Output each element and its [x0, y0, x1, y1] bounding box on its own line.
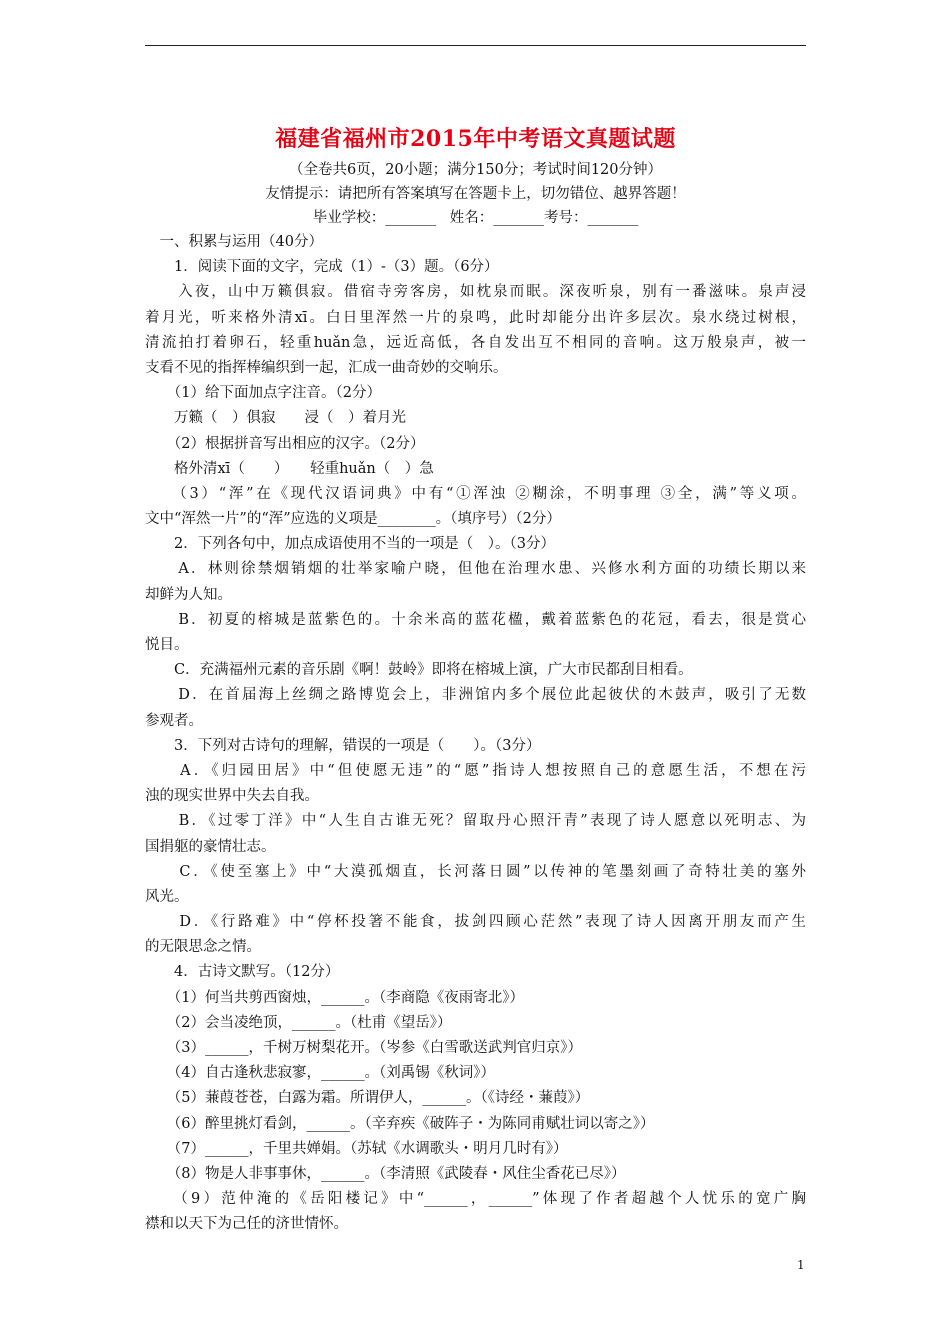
text-line: 格外清xī（ ） 轻重huǎn（ ）急	[145, 460, 434, 477]
text-line: （6）醉里挑灯看剑，______。（辛弃疾《破阵子・为陈同甫赋壮词以寄之》）	[145, 1115, 655, 1132]
text-line: 着月光，听来格外清xī。白日里浑然一片的泉鸣，此时却能分出许多层次。泉水绕过树根，	[145, 309, 806, 326]
text-line: C．充满福州元素的音乐剧《啊！鼓岭》即将在榕城上演，广大市民都刮目相看。	[145, 662, 693, 679]
text-line: （1）何当共剪西窗烛，______。（李商隐《夜雨寄北》）	[145, 989, 524, 1006]
exam-body	[145, 230, 806, 1238]
document-title: 福建省福州市2015年中考语文真题试题	[275, 126, 676, 152]
header-rule	[145, 45, 806, 46]
text-line: （7）______，千里共婵娟。（苏轼《水调歌头・明月几时有》）	[145, 1140, 568, 1157]
text-line: A．《归园田居》中“但使愿无违”的“愿”指诗人想按照自己的意愿生活，不想在污	[145, 762, 806, 779]
text-line: 清流拍打着卵石，轻重huǎn急，远近高低，各自发出互不相同的音响。这万般泉声，被一	[145, 334, 806, 351]
text-line: （3）“浑”在《现代汉语词典》中有“①浑浊 ②糊涂，不明事理 ③全，满”等义项。	[145, 485, 806, 502]
text-line: 一、积累与运用（40分）	[145, 234, 323, 250]
text-line: 风光。	[145, 888, 189, 905]
page-number: 1	[797, 1258, 805, 1272]
student-info-fields: 毕业学校：_______ 姓名：_______考号：_______	[312, 210, 639, 226]
text-line: 1．阅读下面的文字，完成（1）-（3）题。（6分）	[145, 259, 499, 276]
text-line: （5）蒹葭苍苍，白露为霜。所谓伊人，______。（《诗经・蒹葭》）	[145, 1090, 590, 1107]
text-line: 支看不见的指挥棒编织到一起，汇成一曲奇妙的交响乐。	[145, 359, 508, 376]
text-line: （9）范仲淹的《岳阳楼记》中“______，______”体现了作者超越个人忧乐的宽广胸	[145, 1191, 806, 1208]
text-line: 悦目。	[145, 637, 189, 653]
text-line: D．《行路难》中“停杯投箸不能食，拔剑四顾心茫然”表现了诗人因离开朋友而产生	[145, 914, 806, 931]
exam-info: （全卷共6页，20小题；满分150分；考试时间120分钟）	[288, 162, 663, 178]
text-line: C．《使至塞上》中“大漠孤烟直，长河落日圆”以传神的笔墨刻画了奇特壮美的塞外	[145, 863, 806, 880]
text-line: 国捐躯的豪情壮志。	[145, 838, 276, 855]
text-line: 2．下列各句中，加点成语使用不当的一项是（ ）。（3分）	[145, 536, 555, 553]
text-line: （8）物是人非事事休，______。（李清照《武陵春・风住尘香花已尽》）	[145, 1165, 626, 1182]
text-line: 入夜，山中万籁俱寂。借宿寺旁客房，如枕泉而眠。深夜听泉，别有一番滋味。泉声浸	[145, 284, 806, 301]
friendly-notice: 友情提示：请把所有答案填写在答题卡上，切勿错位、越界答题！	[265, 186, 686, 202]
text-line: 参观者。	[145, 712, 203, 729]
text-line: （3）______，千树万树梨花开。（岑参《白雪歌送武判官归京》）	[145, 1040, 582, 1056]
text-line: B．《过零丁洋》中“人生自古谁无死？留取丹心照汗青”表现了诗人愿意以死明志、为	[145, 813, 806, 830]
text-line: B．初夏的榕城是蓝紫色的。十余米高的蓝花楹，戴着蓝紫色的花冠，看去，很是赏心	[145, 611, 806, 628]
text-line: 襟和以天下为己任的济世情怀。	[145, 1216, 348, 1233]
text-line: 浊的现实世界中失去自我。	[145, 788, 319, 805]
text-line: （2）根据拼音写出相应的汉字。（2分）	[145, 435, 425, 452]
text-line: 3．下列对古诗句的理解，错误的一项是（ ）。（3分）	[145, 737, 541, 754]
text-line: （1）给下面加点字注音。（2分）	[145, 385, 381, 402]
text-line: （4）自古逢秋悲寂寥，______。（刘禹锡《秋词》）	[145, 1065, 495, 1082]
text-line: 4．古诗文默写。（12分）	[145, 964, 340, 981]
text-line: 万籁（ ）俱寂 浸（ ）着月光	[145, 410, 406, 427]
text-line: 文中“浑然一片”的“浑”应选的义项是________。（填序号）（2分）	[145, 511, 561, 528]
text-line: 却鲜为人知。	[145, 586, 232, 603]
text-line: D．在首届海上丝绸之路博览会上，非洲馆内多个展位此起彼伏的木鼓声，吸引了无数	[145, 687, 806, 704]
text-line: （2）会当凌绝顶，______。（杜甫《望岳》）	[145, 1014, 452, 1031]
text-line: A．林则徐禁烟销烟的壮举家喻户晓，但他在治理水患、兴修水利方面的功绩长期以来	[145, 561, 806, 578]
text-line: 的无限思念之情。	[145, 939, 261, 956]
